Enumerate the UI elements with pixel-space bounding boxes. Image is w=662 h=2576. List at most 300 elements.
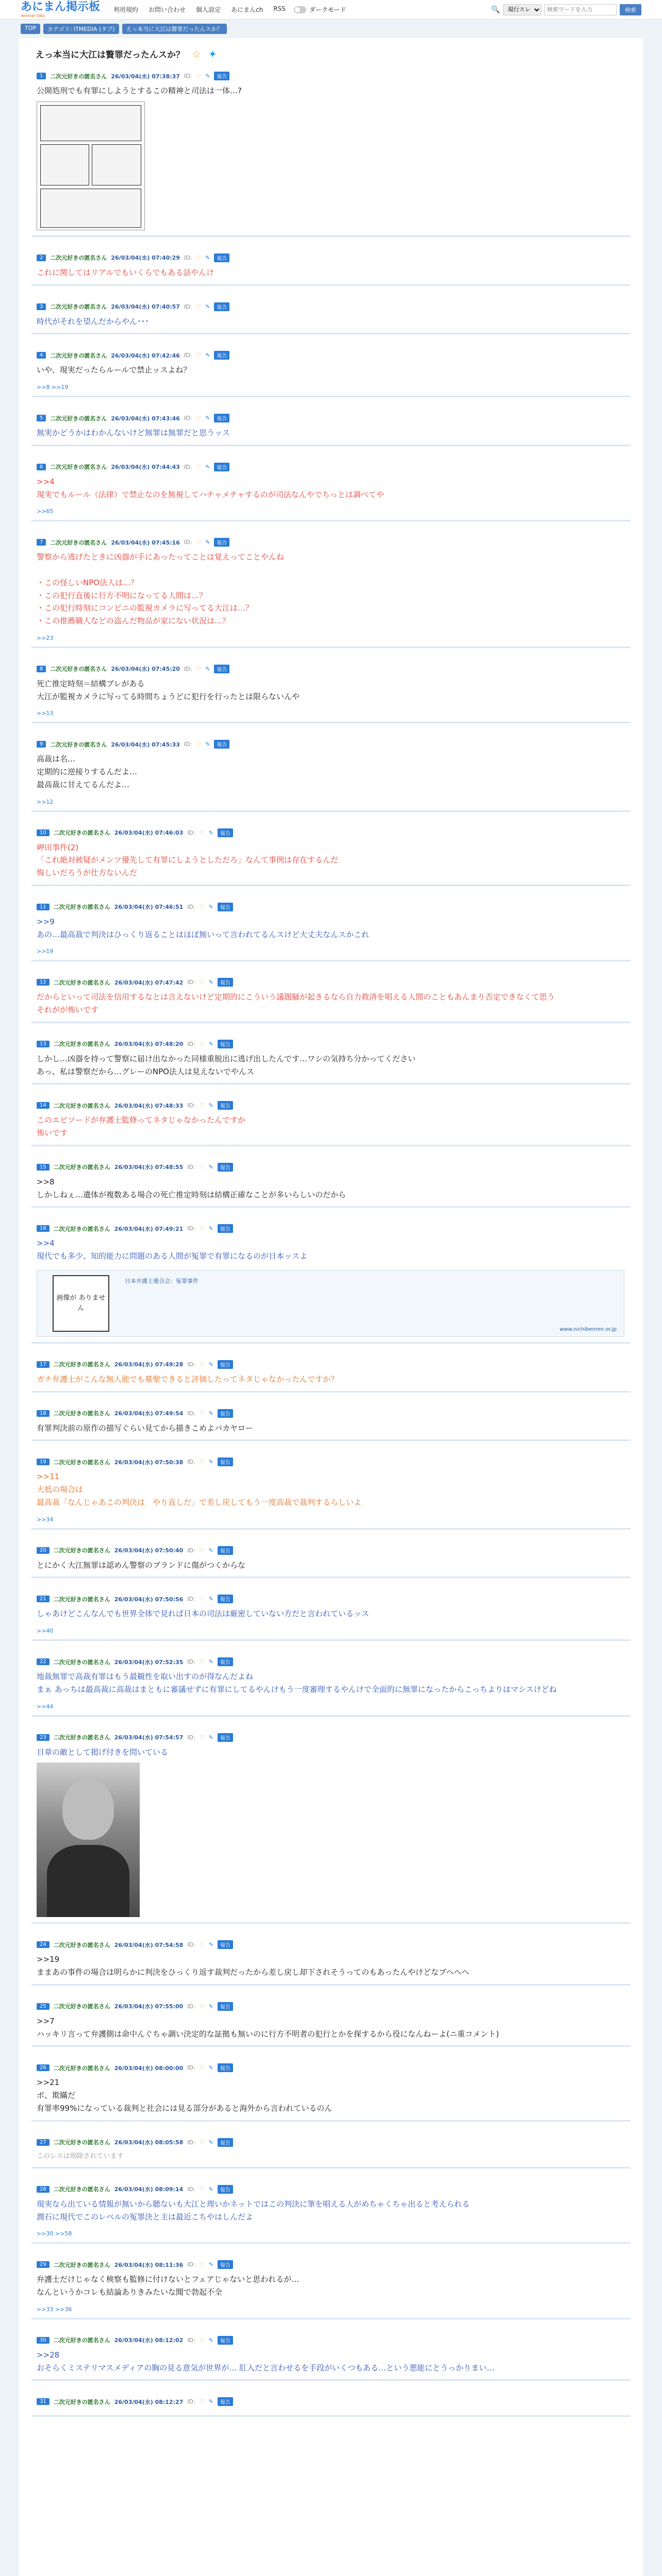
nav-rss[interactable]: RSS xyxy=(273,5,286,12)
poster-id: ID: xyxy=(184,539,192,546)
reply-icon[interactable]: ✎ xyxy=(208,1163,213,1171)
report-button[interactable]: 報告 xyxy=(218,1657,233,1666)
post-list xyxy=(31,67,631,2417)
poster-name: 二次元好きの匿名さん xyxy=(50,741,107,748)
reply-icon[interactable]: ✎ xyxy=(205,665,210,672)
poster-id: ID: xyxy=(187,2139,195,2146)
reply-icon[interactable]: ✎ xyxy=(208,2003,213,2010)
post-date: 26/03/04(水) 08:11:36 xyxy=(114,2261,184,2268)
poster-name: 二次元好きの匿名さん xyxy=(53,2003,110,2010)
report-button[interactable]: 報告 xyxy=(214,740,229,749)
post-date: 26/03/04(水) 07:48:20 xyxy=(114,1041,184,1048)
post-number[interactable]: 26 xyxy=(37,2064,49,2071)
post xyxy=(31,1405,631,1442)
logo-text: あにまん掲示板 xyxy=(21,0,101,13)
post-body: これに関してはリアルでもいくらでもある話やんけ xyxy=(37,267,214,277)
post-number[interactable]: 2 xyxy=(37,255,46,261)
report-button[interactable]: 報告 xyxy=(218,2397,233,2406)
post-number[interactable]: 13 xyxy=(37,1041,49,1047)
poster-id: ID: xyxy=(187,1225,195,1232)
post-number[interactable]: 1 xyxy=(37,73,46,79)
search-input[interactable] xyxy=(544,4,617,15)
post-header xyxy=(37,538,625,547)
post-date: 26/03/04(水) 08:00:00 xyxy=(114,2064,184,2072)
report-button[interactable]: 報告 xyxy=(218,1224,233,1233)
post-number[interactable]: 7 xyxy=(37,539,46,546)
report-button[interactable]: 報告 xyxy=(218,1040,233,1048)
like-icon[interactable]: ♡ xyxy=(199,1596,205,1603)
post-number[interactable]: 20 xyxy=(37,1547,49,1554)
reply-links[interactable]: >>8 >>19 xyxy=(37,384,69,391)
report-button[interactable]: 報告 xyxy=(218,2138,233,2147)
like-icon[interactable]: ♡ xyxy=(199,903,205,910)
post-date: 26/03/04(水) 07:38:37 xyxy=(111,73,180,80)
like-icon[interactable]: ♡ xyxy=(199,1102,205,1109)
post-number[interactable]: 9 xyxy=(37,741,46,748)
post xyxy=(31,249,631,286)
poster-name: 二次元好きの匿名さん xyxy=(53,2398,110,2405)
post xyxy=(31,1542,631,1579)
reply-links[interactable]: >>19 xyxy=(37,948,54,955)
report-button[interactable]: 報告 xyxy=(214,463,229,471)
post-header xyxy=(37,1163,625,1172)
post-date: 26/03/04(水) 07:45:20 xyxy=(111,666,180,673)
post-body: 無実かどうかはわかんないけど無罪は無罪だと思うッス xyxy=(37,428,230,437)
report-button[interactable]: 報告 xyxy=(218,828,233,837)
like-icon[interactable]: ♡ xyxy=(199,829,205,836)
like-icon[interactable]: ♡ xyxy=(199,2261,205,2268)
post-body: しゃあけどこんなんでも世界全体で見れば日本の司法は厳密していない方だと言われているッス xyxy=(37,1609,370,1619)
breadcrumb xyxy=(0,20,662,38)
post xyxy=(31,2134,631,2168)
favorite-star-icon[interactable]: ☆ xyxy=(192,47,201,60)
report-button[interactable]: 報告 xyxy=(218,1458,233,1466)
post-header xyxy=(37,2336,625,2345)
poster-name: 二次元好きの匿名さん xyxy=(53,2064,110,2072)
like-icon[interactable]: ♡ xyxy=(199,2398,205,2405)
post xyxy=(31,459,631,522)
like-icon[interactable]: ♡ xyxy=(196,303,202,310)
poster-id: ID: xyxy=(187,2064,195,2072)
like-icon[interactable]: ♡ xyxy=(196,463,202,470)
poster-id: ID: xyxy=(184,254,192,261)
post-number[interactable]: 28 xyxy=(37,2186,49,2193)
poster-id: ID: xyxy=(187,1410,195,1417)
reply-icon[interactable]: ✎ xyxy=(208,2398,213,2405)
poster-name: 二次元好きの匿名さん xyxy=(53,1410,110,1417)
poster-id: ID: xyxy=(187,1941,195,1948)
poster-name: 二次元好きの匿名さん xyxy=(53,1164,110,1171)
like-icon[interactable]: ♡ xyxy=(199,1941,205,1948)
like-icon[interactable]: ♡ xyxy=(199,1225,205,1232)
post-header xyxy=(37,2138,625,2147)
post-header xyxy=(37,1733,625,1742)
report-button[interactable]: 報告 xyxy=(214,538,229,547)
report-button[interactable]: 報告 xyxy=(218,2185,233,2194)
reply-icon[interactable]: ✎ xyxy=(208,1361,213,1368)
post-number[interactable]: 29 xyxy=(37,2261,49,2268)
post-body: >>19 ままあの事件の場合は明らかに判決をひっくり返す裁判だったから差し戻し却下されそうってのもあったんやけどなブヘヘヘ xyxy=(37,1955,470,1977)
post-body: >>21 ボ、欺瞞だ 有罪率99%になっている裁判と社会には見る部分があると海外から言われているのん xyxy=(37,2078,333,2113)
like-icon[interactable]: ♡ xyxy=(199,2139,205,2146)
breadcrumb-top[interactable]: TOP xyxy=(21,24,40,34)
post xyxy=(31,974,631,1023)
poster-name: 二次元好きの匿名さん xyxy=(53,1361,110,1368)
post-body: >>8 しかしねぇ…遺体が複数ある場合の死亡推定時刻は結構正確なことが多いらしいのだから xyxy=(37,1177,346,1199)
like-icon[interactable]: ♡ xyxy=(196,539,202,546)
poster-name: 二次元好きの匿名さん xyxy=(50,666,107,673)
like-icon[interactable]: ♡ xyxy=(199,1734,205,1741)
post-body: しかし…凶器を持って警察に届け出なかった同様重脱出に逃げ出したんです…ワシの気持ち分かってください あっ、私は警察だから…グレーのNPO法人は見えないでやんス xyxy=(37,1054,416,1076)
link-card-url: www.nichibenren.or.jp xyxy=(559,1326,617,1332)
report-button[interactable]: 報告 xyxy=(218,1163,233,1172)
reply-links[interactable]: >>65 xyxy=(37,508,54,515)
post-image-manga[interactable] xyxy=(37,101,145,230)
post-body: 岬田事件(2) 「これ絶対被疑がメンツ優先して有罪にしようとしただろ」なんて事例は存在するんだ 悔しいだろうが仕方ないんだ xyxy=(37,842,339,877)
post xyxy=(31,1220,631,1344)
post-number[interactable]: 24 xyxy=(37,1941,49,1948)
poster-name: 二次元好きの匿名さん xyxy=(53,1225,110,1232)
search-button[interactable]: 検索 xyxy=(620,4,641,15)
post-header xyxy=(37,2002,625,2011)
report-button[interactable]: 報告 xyxy=(218,2336,233,2345)
post xyxy=(31,1453,631,1529)
reply-icon[interactable]: ✎ xyxy=(208,1941,213,1948)
site-logo[interactable] xyxy=(21,2,100,18)
poster-name: 二次元好きの匿名さん xyxy=(53,2261,110,2268)
post-number[interactable]: 17 xyxy=(37,1361,49,1368)
report-button[interactable]: 報告 xyxy=(218,1409,233,1418)
post-header xyxy=(37,978,625,987)
reply-icon[interactable]: ✎ xyxy=(208,1459,213,1466)
reply-icon[interactable]: ✎ xyxy=(208,1658,213,1665)
post-header xyxy=(37,1657,625,1666)
reply-links[interactable]: >>44 xyxy=(37,1703,54,1710)
post-body: このエピソードが弁護士監修ってネタじゃなかったんですか 怖いです xyxy=(37,1115,246,1138)
poster-id: ID: xyxy=(187,1040,195,1047)
thread-title: えっ本当に大江は贅罪だったんスか？ xyxy=(36,50,185,60)
post-body: 地裁無罪で高裁有罪はもう最観性を取い出すのが得なんだよね まぁ あっちは最高裁に高裁はまともに審議せずに有罪にしてるやんけもう一度審理するやんけで全面的に無罪になったからこっちよりはマシスけどね xyxy=(37,1672,557,1694)
breadcrumb-category[interactable]: カテゴリ: ITMEDIA (タブ) xyxy=(43,24,119,34)
report-button[interactable]: 報告 xyxy=(218,978,233,987)
post xyxy=(31,2181,631,2244)
post-number[interactable]: 27 xyxy=(37,2139,49,2146)
reply-icon[interactable]: ✎ xyxy=(208,1734,213,1741)
like-icon[interactable]: ♡ xyxy=(199,1658,205,1665)
link-preview-card[interactable] xyxy=(37,1270,624,1337)
report-button[interactable]: 報告 xyxy=(218,2063,233,2072)
like-icon[interactable]: ♡ xyxy=(199,1040,205,1047)
dark-mode-label: ダークモード xyxy=(309,6,346,13)
post-number[interactable]: 12 xyxy=(37,979,49,986)
report-button[interactable]: 報告 xyxy=(218,1546,233,1555)
post-header xyxy=(37,1360,625,1369)
reply-icon[interactable]: ✎ xyxy=(205,254,210,261)
post-body: >>9 あの…最高裁で判決はひっくり返ることはほぼ無いって言われてるんスけど大丈夫なんスかこれ xyxy=(37,917,370,939)
poster-id: ID: xyxy=(187,2336,195,2344)
report-button[interactable]: 報告 xyxy=(218,1360,233,1369)
poster-id: ID: xyxy=(184,415,192,421)
post-body: 時代がそれを望んだからやん･･･ xyxy=(37,316,149,326)
post xyxy=(31,2256,631,2319)
post-header xyxy=(37,1458,625,1466)
poster-id: ID: xyxy=(187,2185,195,2193)
post-number[interactable]: 6 xyxy=(37,464,46,470)
post-date: 26/03/04(水) 07:46:51 xyxy=(114,904,184,911)
post-date: 26/03/04(水) 07:49:54 xyxy=(114,1410,184,1417)
post-body: 警察から逃げたときに凶器が手にあったってことは覚えってことやんね ・この怪しいNPO法人は…？ ・この犯行直後に行方不明になってる人間は…？ ・この犯行時刻にコンビニの監視カメラに写ってる大江は…？ ・この推薦職人などの盗んだ物品が家にない状況は…？ xyxy=(37,552,284,625)
reply-links[interactable]: >>34 xyxy=(37,1516,54,1523)
like-icon[interactable]: ♡ xyxy=(196,73,202,79)
post-date: 26/03/04(水) 07:48:55 xyxy=(114,1164,184,1171)
post xyxy=(31,1729,631,1924)
reply-icon[interactable]: ✎ xyxy=(205,539,210,546)
post-header xyxy=(37,2397,625,2406)
reply-icon[interactable]: ✎ xyxy=(208,1102,213,1109)
like-icon[interactable]: ♡ xyxy=(199,2003,205,2010)
post xyxy=(31,824,631,886)
post xyxy=(31,1036,631,1085)
reply-icon[interactable]: ✎ xyxy=(205,73,210,79)
poster-name: 二次元好きの匿名さん xyxy=(53,1734,110,1741)
post xyxy=(31,1590,631,1641)
report-button[interactable]: 報告 xyxy=(214,351,229,360)
post-body: >>4 現実でもルール（法律）で禁止なのを無視してハチャメチャするのが司法なんやでちっとは調べてや xyxy=(37,477,384,499)
post-header xyxy=(37,1546,625,1555)
post-date: 26/03/04(水) 07:54:58 xyxy=(114,1941,184,1948)
post-date: 26/03/04(水) 07:54:57 xyxy=(114,1734,184,1741)
breadcrumb-thread[interactable]: えっ本当に大江は贅罪だったんスか？ xyxy=(122,24,227,34)
post-header xyxy=(37,665,625,673)
like-icon[interactable]: ♡ xyxy=(199,1547,205,1554)
post-header xyxy=(37,903,625,911)
like-icon[interactable]: ♡ xyxy=(196,254,202,261)
post-date: 26/03/04(水) 08:09:14 xyxy=(114,2186,184,2193)
report-button[interactable]: 報告 xyxy=(218,1595,233,1603)
poster-name: 二次元好きの匿名さん xyxy=(50,415,107,422)
post-number[interactable]: 30 xyxy=(37,2337,49,2344)
post-number[interactable]: 16 xyxy=(37,1225,49,1232)
post-number[interactable]: 31 xyxy=(37,2398,49,2405)
poster-id: ID: xyxy=(184,303,192,310)
poster-name: 二次元好きの匿名さん xyxy=(53,1941,110,1948)
post xyxy=(31,2059,631,2121)
report-button[interactable]: 報告 xyxy=(214,665,229,673)
reply-icon[interactable]: ✎ xyxy=(208,1596,213,1603)
reply-icon[interactable]: ✎ xyxy=(205,415,210,421)
thread-title-row xyxy=(31,45,631,67)
report-button[interactable]: 報告 xyxy=(218,2260,233,2269)
poster-id: ID: xyxy=(187,829,195,836)
post-body: 高裁は名… 定期的に逆接りするんだよ… 最高裁に甘えてるんだよ… xyxy=(37,754,138,789)
main-nav xyxy=(113,5,286,14)
post-number[interactable]: 3 xyxy=(37,303,46,310)
reply-icon[interactable]: ✎ xyxy=(205,303,210,310)
reply-icon[interactable]: ✎ xyxy=(205,741,210,748)
nav-terms[interactable]: 利用規約 xyxy=(113,6,139,13)
post xyxy=(31,2332,631,2381)
post-number[interactable]: 19 xyxy=(37,1459,49,1465)
search-icon: 🔍 xyxy=(491,5,500,14)
post-date: 26/03/04(水) 08:05:58 xyxy=(114,2139,184,2146)
reply-icon[interactable]: ✎ xyxy=(208,1410,213,1417)
report-button[interactable]: 報告 xyxy=(214,414,229,422)
like-icon[interactable]: ♡ xyxy=(199,1459,205,1466)
post-image-photo[interactable] xyxy=(37,1762,140,1917)
like-icon[interactable]: ♡ xyxy=(196,665,202,672)
poster-name: 二次元好きの匿名さん xyxy=(53,1102,110,1109)
poster-name: 二次元好きの匿名さん xyxy=(50,255,107,262)
poster-id: ID: xyxy=(187,979,195,986)
post xyxy=(31,534,631,648)
poster-name: 二次元好きの匿名さん xyxy=(50,73,107,80)
nav-settings[interactable]: 個人設定 xyxy=(196,6,221,13)
post-header xyxy=(37,828,625,837)
poster-id: ID: xyxy=(187,2003,195,2010)
no-image-placeholder: 画像が ありません xyxy=(53,1275,109,1332)
post-body: 死亡推定時刻＝結構ブレがある 大江が監視カメラに写ってる時間ちょうどに犯行を行ったとは限らないんや xyxy=(37,679,300,701)
post-number[interactable]: 8 xyxy=(37,666,46,672)
post-header xyxy=(37,740,625,749)
post-date: 26/03/04(水) 07:40:57 xyxy=(111,303,180,310)
twitter-share-icon[interactable]: ✦ xyxy=(208,47,217,60)
like-icon[interactable]: ♡ xyxy=(196,741,202,748)
reply-icon[interactable]: ✎ xyxy=(205,352,210,359)
reply-links[interactable]: >>12 xyxy=(37,798,54,805)
post xyxy=(31,410,631,446)
reply-icon[interactable]: ✎ xyxy=(208,2139,213,2146)
post xyxy=(31,660,631,724)
report-button[interactable]: 報告 xyxy=(218,1940,233,1949)
poster-id: ID: xyxy=(184,665,192,672)
poster-name: 二次元好きの匿名さん xyxy=(53,2139,110,2146)
post xyxy=(31,736,631,811)
post-body: >>28 おそらくミステリマスメディアの胸の見る意気が世界が… 肛入だと言わせるを手段がいくつもある…という悪能にとうっかりまい… xyxy=(37,2350,494,2372)
dark-mode-toggle[interactable] xyxy=(294,5,346,14)
report-button[interactable]: 報告 xyxy=(218,903,233,911)
post-body: >>4 現代でも多少、知的能力に問題のある人間が冤罪で有罪になるのが日本ッスよ xyxy=(37,1239,308,1261)
post-body: ガチ弁護士がこんな無人能でも墓聖できると評価したってネタじゃなかったんですか？ xyxy=(37,1374,339,1384)
reply-icon[interactable]: ✎ xyxy=(208,2261,213,2268)
like-icon[interactable]: ♡ xyxy=(196,352,202,359)
post-number[interactable]: 14 xyxy=(37,1102,49,1109)
post-header xyxy=(37,72,625,80)
post-date: 26/03/04(水) 07:50:38 xyxy=(114,1459,184,1466)
post-header xyxy=(37,1940,625,1949)
report-button[interactable]: 報告 xyxy=(214,72,229,80)
like-icon[interactable]: ♡ xyxy=(199,979,205,986)
toggle-switch-icon[interactable] xyxy=(294,6,306,13)
reply-links[interactable]: >>33 >>36 xyxy=(37,2306,72,2313)
poster-name: 二次元好きの匿名さん xyxy=(50,539,107,546)
poster-id: ID: xyxy=(187,1547,195,1554)
poster-name: 二次元好きの匿名さん xyxy=(53,904,110,911)
post-number[interactable]: 21 xyxy=(37,1596,49,1602)
post-date: 26/03/04(水) 07:46:03 xyxy=(114,829,184,836)
post-number[interactable]: 22 xyxy=(37,1658,49,1665)
like-icon[interactable]: ♡ xyxy=(199,2336,205,2344)
like-icon[interactable]: ♡ xyxy=(199,1410,205,1417)
reply-links[interactable]: >>13 xyxy=(37,710,54,717)
like-icon[interactable]: ♡ xyxy=(199,1361,205,1368)
post-number[interactable]: 25 xyxy=(37,2003,49,2010)
post-number[interactable]: 5 xyxy=(37,415,46,421)
post-date: 26/03/04(水) 07:44:43 xyxy=(111,464,180,471)
report-button[interactable]: 報告 xyxy=(218,2002,233,2011)
poster-name: 二次元好きの匿名さん xyxy=(53,2337,110,2344)
like-icon[interactable]: ♡ xyxy=(199,2064,205,2072)
like-icon[interactable]: ♡ xyxy=(196,415,202,421)
report-button[interactable]: 報告 xyxy=(214,302,229,311)
report-button[interactable]: 報告 xyxy=(218,1733,233,1742)
post xyxy=(31,347,631,397)
post-header xyxy=(37,2185,625,2194)
reply-icon[interactable]: ✎ xyxy=(208,2185,213,2193)
search-scope-select[interactable] xyxy=(503,4,541,15)
reply-links[interactable]: >>40 xyxy=(37,1628,54,1634)
thread-container xyxy=(19,38,643,2576)
post-body: とにかく大江無罪は認めん警察のブランドに傷がつくからな xyxy=(37,1560,246,1570)
nav-contact[interactable]: お問い合わせ xyxy=(148,6,186,13)
poster-id: ID: xyxy=(187,1361,195,1368)
poster-id: ID: xyxy=(187,903,195,910)
poster-id: ID: xyxy=(187,1459,195,1466)
report-button[interactable]: 報告 xyxy=(214,253,229,262)
post xyxy=(31,1356,631,1393)
post-date: 26/03/04(水) 07:42:46 xyxy=(111,352,180,359)
reply-icon[interactable]: ✎ xyxy=(208,1225,213,1232)
reply-icon[interactable]: ✎ xyxy=(208,2336,213,2344)
report-button[interactable]: 報告 xyxy=(218,1101,233,1110)
reply-icon[interactable]: ✎ xyxy=(208,1547,213,1554)
poster-id: ID: xyxy=(187,1734,195,1741)
post-body: 現実なら出ている情報が無いから聴ないも大江と理いかネットではこの判決に筆を唱える人がめちゃくちゃ出ると考えられる 潤石に現代でこのレベルの冤罪決と主は最近こちやはしんだよ xyxy=(37,2199,470,2222)
post-header xyxy=(37,1040,625,1048)
post-number[interactable]: 18 xyxy=(37,1410,49,1417)
reply-icon[interactable]: ✎ xyxy=(208,1040,213,1047)
post xyxy=(31,298,631,335)
post-number[interactable]: 10 xyxy=(37,829,49,836)
post-body: >>11 大抵の場合は 最高裁「なんじゃあこの判決は やり直しだ」で差し戻してもう一度高裁で裁判するらしいよ xyxy=(37,1472,362,1507)
reply-icon[interactable]: ✎ xyxy=(208,829,213,836)
reply-links[interactable]: >>30 >>58 xyxy=(37,2230,72,2238)
reply-links[interactable]: >>23 xyxy=(37,634,54,641)
post-number[interactable]: 23 xyxy=(37,1734,49,1741)
post-date: 26/03/04(水) 07:50:56 xyxy=(114,1596,184,1603)
reply-icon[interactable]: ✎ xyxy=(208,903,213,910)
poster-name: 二次元好きの匿名さん xyxy=(53,979,110,986)
poster-name: 二次元好きの匿名さん xyxy=(53,2186,110,2193)
post-number[interactable]: 15 xyxy=(37,1164,49,1171)
reply-icon[interactable]: ✎ xyxy=(208,979,213,986)
post-header xyxy=(37,2260,625,2269)
reply-icon[interactable]: ✎ xyxy=(205,463,210,470)
logo-subtext: animan bbs xyxy=(21,13,45,18)
post-header xyxy=(37,2063,625,2072)
post-body: いや、現実だったらルールで禁止ッスよね？ xyxy=(37,365,191,375)
reply-icon[interactable]: ✎ xyxy=(208,2064,213,2072)
post-date: 26/03/04(水) 07:48:33 xyxy=(114,1102,184,1109)
nav-animanch[interactable]: あにまんch xyxy=(231,6,263,13)
poster-id: ID: xyxy=(184,741,192,748)
poster-name: 二次元好きの匿名さん xyxy=(50,303,107,310)
post-number[interactable]: 11 xyxy=(37,904,49,910)
like-icon[interactable]: ♡ xyxy=(199,1163,205,1171)
post-header xyxy=(37,253,625,262)
post-number[interactable]: 4 xyxy=(37,352,46,359)
post-date: 26/03/04(水) 07:47:42 xyxy=(114,979,184,986)
like-icon[interactable]: ♡ xyxy=(199,2185,205,2193)
